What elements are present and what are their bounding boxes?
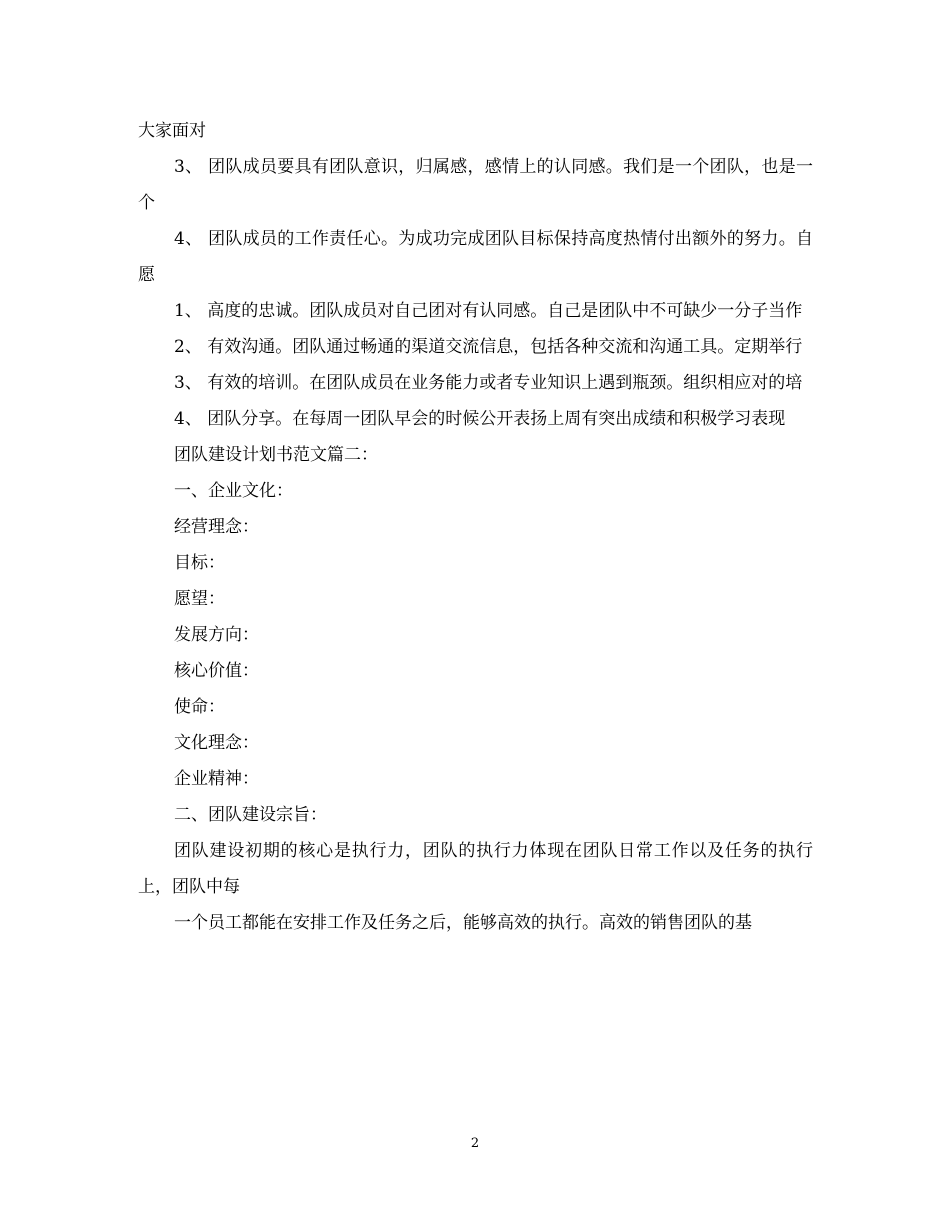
paragraph: 一个员工都能在安排工作及任务之后，能够高效的执行。高效的销售团队的基 xyxy=(174,913,752,933)
document-body xyxy=(138,113,813,941)
page-number: 2 xyxy=(470,1136,480,1151)
field-label: 企业精神： xyxy=(174,769,259,789)
field-label: 经营理念： xyxy=(174,517,259,537)
section-title: 团队建设计划书范文篇二： xyxy=(174,445,378,465)
paragraph: 4、 团队成员的工作责任心。为成功完成团队目标保持高度热情付出额外的努力。自愿 xyxy=(138,229,813,285)
field-label: 使命： xyxy=(174,697,225,717)
field-label: 文化理念： xyxy=(174,733,259,753)
field-label: 愿望： xyxy=(174,589,225,609)
paragraph: 3、 有效的培训。在团队成员在业务能力或者专业知识上遇到瓶颈。组织相应对的培 xyxy=(174,373,803,393)
paragraph: 团队建设初期的核心是执行力，团队的执行力体现在团队日常工作以及任务的执行上，团队中每 xyxy=(138,841,813,897)
heading-corporate-culture: 一、企业文化： xyxy=(174,481,293,501)
field-label: 发展方向： xyxy=(174,625,259,645)
paragraph: 大家面对 xyxy=(138,121,206,141)
paragraph: 3、 团队成员要具有团队意识，归属感，感情上的认同感。我们是一个团队，也是一个 xyxy=(138,157,813,213)
paragraph: 1、 高度的忠诚。团队成员对自己团对有认同感。自己是团队中不可缺少一分子当作 xyxy=(174,301,803,321)
field-label: 目标： xyxy=(174,553,225,573)
paragraph: 4、 团队分享。在每周一团队早会的时候公开表扬上周有突出成绩和积极学习表现 xyxy=(174,409,786,429)
paragraph: 2、 有效沟通。团队通过畅通的渠道交流信息，包括各种交流和沟通工具。定期举行 xyxy=(174,337,803,357)
field-label: 核心价值： xyxy=(174,661,259,681)
heading-team-purpose: 二、团队建设宗旨： xyxy=(174,805,327,825)
